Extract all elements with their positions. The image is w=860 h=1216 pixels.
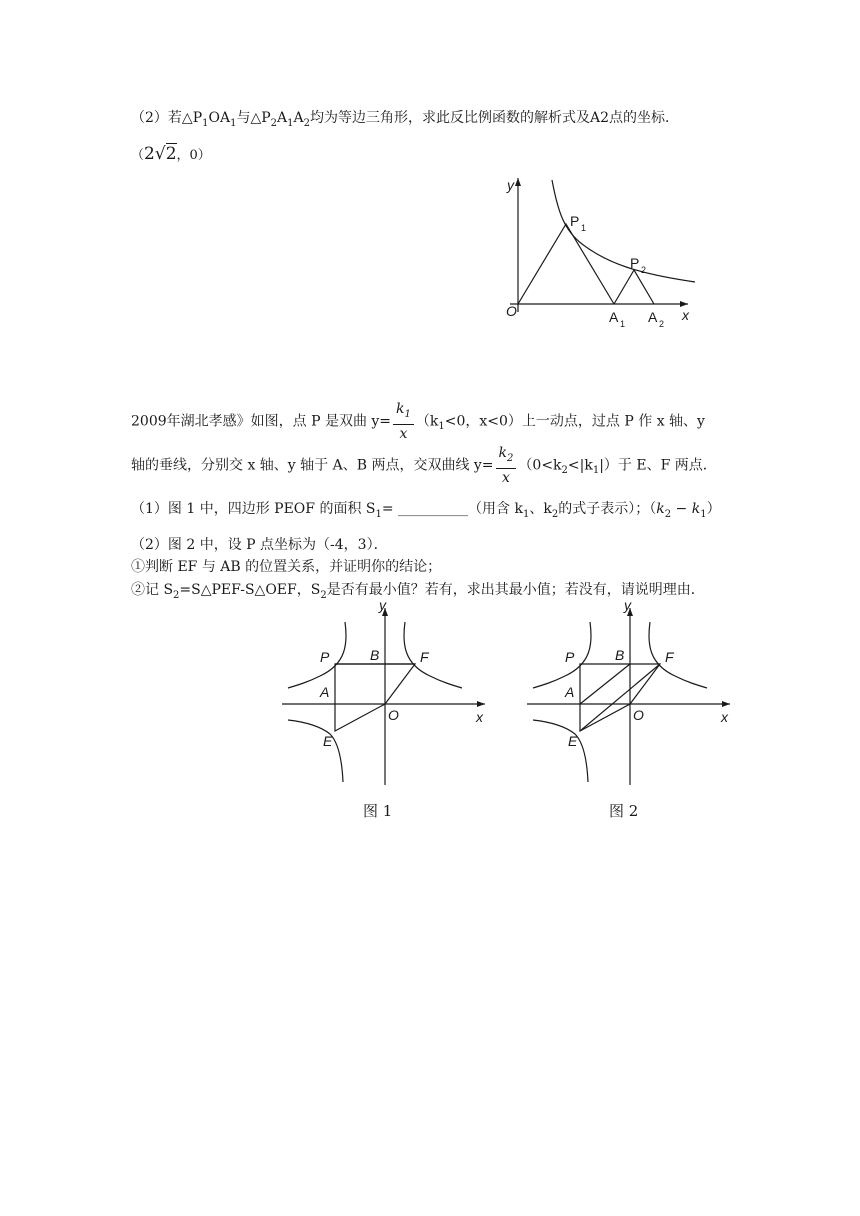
label-a1-sub: 1 <box>620 319 626 329</box>
problem-l1-b: （k <box>415 413 439 430</box>
hyperbola-k1-q1 <box>649 622 707 688</box>
label-y: y <box>624 600 631 613</box>
figure-2 <box>525 600 740 795</box>
q2-text-b: OA <box>208 110 231 126</box>
label-p: P <box>565 649 575 665</box>
q2-sub-4: 1 <box>287 117 294 129</box>
label-p2-sub: 2 <box>641 265 647 275</box>
question-2-line <box>131 109 679 133</box>
problem-l1-a: 2009年湖北孝感》如图，点 P 是双曲 y= <box>131 413 392 430</box>
frac2-sub: 2 <box>507 452 514 464</box>
hyperbola-k1-q1 <box>404 622 462 688</box>
l2-sub-a: 2 <box>561 465 568 477</box>
answer-close: ） <box>706 501 721 517</box>
label-e: E <box>323 733 333 749</box>
question-2-label: （2） <box>131 110 168 126</box>
answer-open: （ <box>131 148 145 163</box>
c2-a: ②记 S <box>131 582 174 598</box>
p1-sub-b: 1 <box>523 508 530 520</box>
l1-sub: 1 <box>438 421 445 433</box>
label-p: P <box>320 649 330 665</box>
part-2-line: （2）图 2 中，设 P 点坐标为（-4，3）． <box>131 537 388 553</box>
problem-l2-b: （0<k <box>518 457 562 474</box>
q2-sub-5: 2 <box>303 117 311 129</box>
problem-line-2 <box>131 444 717 489</box>
label-b: B <box>615 647 625 663</box>
label-x: x <box>682 307 689 323</box>
label-f: F <box>420 649 429 665</box>
answer-k2: k <box>656 501 665 517</box>
label-p2: P <box>630 255 640 271</box>
frac2-num: k <box>498 445 508 461</box>
q2-text-c: 与△P <box>236 110 271 126</box>
p1-sub-a: 1 <box>375 508 382 520</box>
label-a1: A <box>609 309 619 325</box>
c2-sub-a: 2 <box>173 589 180 601</box>
q2-sub-1: 1 <box>202 117 209 129</box>
problem-l2-a: 轴的垂线，分别交 x 轴、y 轴于 A、B 两点，交双曲线 y= <box>131 457 494 474</box>
label-x: x <box>721 709 728 725</box>
label-y: y <box>507 177 514 193</box>
q2-text-e: A <box>293 110 304 126</box>
line-ef <box>580 664 660 731</box>
fraction-k1-over-x <box>393 400 414 443</box>
q2-sub-3: 2 <box>270 117 278 129</box>
p1-sub-c: 2 <box>551 508 559 520</box>
x-axis-arrow <box>722 701 730 707</box>
triangle-p1oa1 <box>518 224 614 304</box>
sqrt-sign: √ <box>154 144 166 164</box>
label-f: F <box>665 649 674 665</box>
problem-l1-c: <0，x<0）上一动点，过点 P 作 x 轴、y <box>444 413 705 430</box>
question-2-answer <box>131 145 211 165</box>
figure-2-caption: 图 2 <box>609 802 639 820</box>
line-ab <box>580 664 630 704</box>
label-o: O <box>506 303 517 319</box>
frac1-den: x <box>399 425 408 442</box>
hyperbola-k1-q2 <box>288 622 346 688</box>
answer-coefficient: 2 <box>144 144 155 164</box>
x-axis-arrow <box>477 701 485 707</box>
figure-equilateral-triangles <box>490 172 700 332</box>
ans-sub-a: 2 <box>664 508 672 520</box>
hyperbola-curve <box>552 180 695 282</box>
answer-rest: ，0） <box>176 148 211 163</box>
part-1-line <box>131 500 721 524</box>
label-a2-sub: 2 <box>659 319 665 329</box>
label-o: O <box>633 707 644 723</box>
figure-1-caption: 图 1 <box>363 802 393 820</box>
part-1-d: 的式子表示）；（ <box>558 501 657 517</box>
c2-c: 是否有最小值？若有，求出其最小值；若没有，请说明理由． <box>326 582 705 598</box>
label-b: B <box>370 647 380 663</box>
hyperbola-k1-q2 <box>533 622 591 688</box>
label-x: x <box>476 709 483 725</box>
triangle-p2a1a2 <box>614 270 654 304</box>
problem-l2-c: <|k <box>567 457 593 474</box>
problem-line-1 <box>131 400 705 445</box>
q2-sub-2: 1 <box>230 117 237 129</box>
figure-1 <box>280 600 495 795</box>
part-1-c: 、k <box>529 501 552 517</box>
y-axis-arrow <box>515 178 521 186</box>
answer-k1: − k <box>671 501 701 517</box>
part-1-a: （1）图 1 中，四边形 PEOF 的面积 S <box>131 501 376 517</box>
label-p1-sub: 1 <box>581 223 587 233</box>
circle-1-line: ①判断 EF 与 AB 的位置关系，并证明你的结论； <box>131 559 442 575</box>
quad-peof <box>335 664 415 731</box>
q2-text-d: A <box>277 110 288 126</box>
label-y: y <box>379 600 386 613</box>
label-o: O <box>388 707 399 723</box>
fraction-k2-over-x <box>496 444 517 487</box>
label-e: E <box>568 733 578 749</box>
label-a2: A <box>648 309 658 325</box>
c2-b: =S△PEF-S△OEF，S <box>179 582 321 598</box>
c2-sub-b: 2 <box>320 589 327 601</box>
l2-sub-b: 1 <box>592 465 600 477</box>
frac1-sub: 1 <box>404 408 411 420</box>
label-a: A <box>565 684 575 700</box>
part-1-b: = __________（用含 k <box>381 501 523 517</box>
ans-sub-b: 1 <box>700 508 707 520</box>
frac2-den: x <box>502 469 510 486</box>
frac1-num: k <box>396 401 405 417</box>
label-p1: P <box>570 213 580 229</box>
q2-text-a: 若△P <box>167 110 203 126</box>
answer-radicand: 2 <box>165 144 177 164</box>
q2-text-f: 均为等边三角形，求此反比例函数的解析式及A2点的坐标． <box>310 110 680 126</box>
problem-l2-d: |）于 E、F 两点． <box>599 457 717 474</box>
label-a: A <box>320 684 330 700</box>
